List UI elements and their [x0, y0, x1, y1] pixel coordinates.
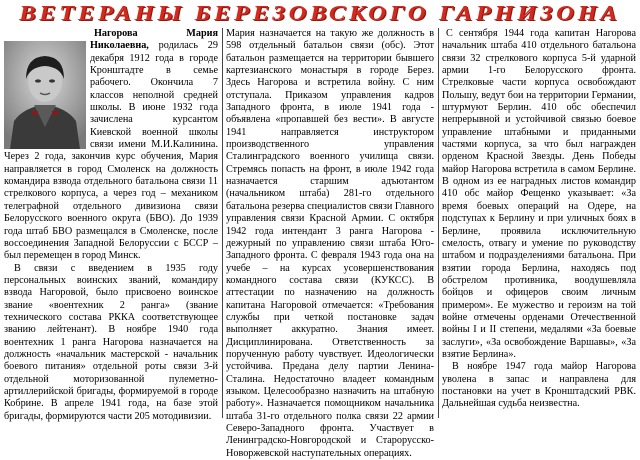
column-divider: [438, 28, 439, 418]
column-divider: [222, 28, 223, 418]
page-title: ВЕТЕРАНЫ БЕРЕЗОВСКОГО ГАРНИЗОНА: [19, 0, 621, 25]
article-body: [4, 28, 636, 459]
person-name: Нагорова Мария Николаевна,: [90, 28, 218, 52]
article-paragraph: С сентября 1944 года капитан Нагорова начальник штаба 410 отдельного батальона связи 32 стрелкового корпуса 5-й ударной армии 1-го Белорусского фронта. Стрелковые части корпуса освобождают Польшу, ведут бои на территории Германии, штурмуют Берлин. 410 обс обеспечил непрерывной и устойчивой связью боевое управление штабными и приданными частями корпуса, за что был награжден орденом Красной Звезды. День Победы майор Нагорова встретила в самом Берлине. В одном из ее наградных листов командир 410 обс майор Фещенко указывает: «За время боевых операций на Одере, на подступах к Берлину и при уличных боях в Берлине, проявила исключительную смелость, отвагу и умение по руководству штабом и подразделениями батальона. При взятии города Берлина, находясь под обстрелом противника, воодушевляла бойцов и офицеров своим личным примером». Ее мужество и героизм на той войне отмечены орденами Отечественной войны I и II степени, медалями «За боевые заслуги», «За освобождение Варшавы», «За взятие Берлина».: [442, 28, 636, 360]
article-paragraph: В ноябре 1947 года майор Нагорова уволена в запас и направлена для постановки на учет в Кронштадский РВК. Дальнейшая судьба неизвестна.: [442, 361, 636, 410]
paragraph-text: родилась 29 декабря 1912 года в городе Кронштадте в семье рабочего. Окончила 7 классов неполной средней школы. В июне 1932 года зачислена курсантом Киевской военной школы связи имени М.И.Калинина. Через 2 года, закончив курс обучения, Мария направляется в город Смоленск на должность командира взвода отдельного батальона связи 11 стрелкового корпуса, а через год – механиком телеграфной отдельного дивизиона связи Белорусского военного округа (БВО). До 1939 года штаб БВО размещался в Смоленске, после воссоединения Западной Белоруссии с БССР – был перемещен в город Минск.: [4, 40, 218, 262]
header-banner: [0, 0, 640, 26]
article-column-3: [442, 28, 636, 418]
article-column-2: [226, 28, 434, 459]
article-paragraph: В связи с введением в 1935 году персональных воинских званий, командиру взвода Нагоровой, было присвоено воинское звание «воентехник 2 ранга» (звание технического состава РККА соответствующее званию лейтенант). В ноябре 1940 года воентехник 1 ранга Нагорова назначается на должность «начальник мастерской - начальник боевого питания» отдельной роты связи 3-й отдельной моторизованной пулеметно-артиллерийской бригады, формируемой в городе Кобрине. В апреле 1941 года, на базе этой бригады, формируются части 205 мотодивизии.: [4, 262, 218, 422]
article-paragraph: Мария назначается на такую же должность в 598 отдельный батальон связи (обс). Этот батальон размещается на территории бывшего картезианского монастыря в городе Берез. Здесь Нагорова и встретила войну. С ним отступала. Приказом управления кадров Западного фронта, в июле 1941 года - объявлена «пропавшей без вести». В августе 1941 направляется инструктором производственного управления Сталинградского военного училища связи. Стремясь попасть на фронт, в июле 1942 года назначается старшим адъютантом (начальником штаба) 281-го отдельного батальона резерва специалистов связи Главного управления связи Красной Армии. С октября 1942 года интендант 3 ранга Нагорова - дежурный по управлению связи штаба Юго-Западного фронта. С февраля 1943 года она на учебе – на курсах усовершенствования командного состава связи (КУКСС). В аттестации по назначению на должность капитана Нагоровой отмечается: «Требования службы при четкой постановке задач выполняет аккуратно. Знания имеет. Дисциплинирована. Ответственность за порученную работу чувствует. Идеологически устойчива. Предана делу партии Ленина-Сталина. Недостаточно владеет командным языком. Целесообразно назначить на штабную работу». Назначается помощником начальника штаба 31-го отдельного полка связи 22 армии Северо-Западного фронта. Участвует в Ленинградско-Новгородской и Старорусско-Новоржевской наступательных операциях.: [226, 28, 434, 459]
portrait-icon: [4, 41, 86, 149]
article-column-1: [4, 28, 218, 422]
